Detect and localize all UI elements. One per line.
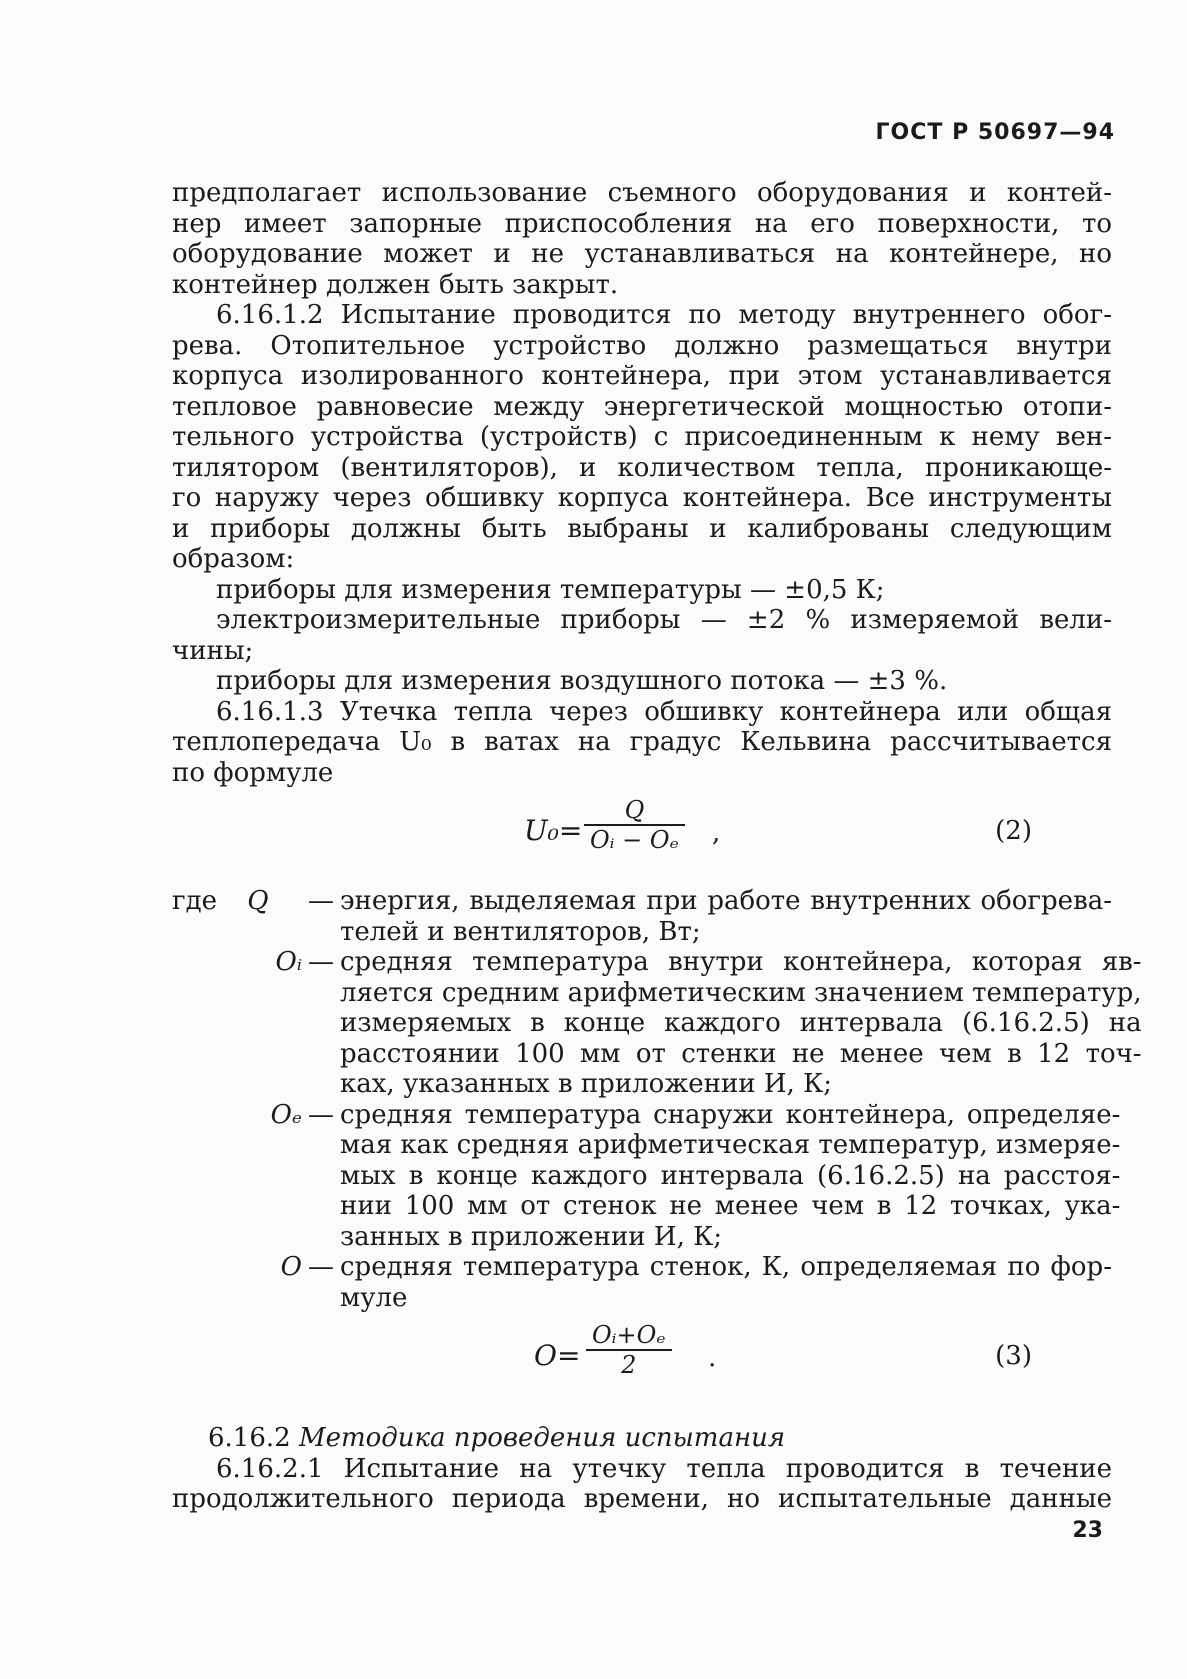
text-line: мая как средняя арифметическая температур, измеряе- bbox=[340, 1130, 1121, 1160]
definition-symbol: O bbox=[280, 1252, 302, 1282]
definition-oi bbox=[172, 947, 1142, 1100]
text-line: продолжительного периода времени, но испытательные данные bbox=[172, 1484, 1112, 1514]
list-item: электроизмерительные приборы — ±2 % измеряемой вели- bbox=[216, 605, 1112, 635]
fraction-numerator: Oᵢ+Oₑ bbox=[592, 1321, 666, 1349]
definition-o bbox=[172, 1252, 1112, 1313]
text-line: средняя температура снаружи контейнера, определяе- bbox=[340, 1099, 1121, 1130]
text-line: нер имеет запорные приспособления на его поверхности, то bbox=[172, 208, 1112, 239]
formula-lhs: O= bbox=[534, 1339, 581, 1372]
text-line: тепловое равновесие между энергетической мощностью отопи- bbox=[172, 391, 1112, 422]
text-line: го наружу через обшивку корпуса контейнера. Все инструменты bbox=[172, 483, 1112, 513]
text-line: корпуса изолированного контейнера, при этом устанавливается bbox=[172, 361, 1112, 391]
text-line: тилятором (вентиляторов), и количеством тепла, проникающе- bbox=[172, 452, 1112, 483]
fraction-numerator: Q bbox=[624, 796, 645, 824]
list-item: приборы для измерения воздушного потока — ±3 %. bbox=[216, 666, 948, 696]
text-line: тельного устройства (устройств) с присоединенным к нему вен- bbox=[172, 422, 1112, 452]
formula-lhs: U₀= bbox=[524, 814, 583, 847]
definition-oe bbox=[172, 1099, 1121, 1253]
page-number: 23 bbox=[1072, 1518, 1103, 1543]
text-line: муле bbox=[340, 1282, 408, 1313]
paragraph-6-16-2-1 bbox=[172, 1454, 1112, 1515]
symbol-definitions bbox=[172, 886, 1142, 1313]
fraction-denominator: 2 bbox=[621, 1351, 637, 1379]
definition-symbol: Oᵢ bbox=[275, 947, 302, 977]
list-item: приборы для измерения температуры — ±0,5 К; bbox=[216, 574, 885, 605]
accuracy-list bbox=[172, 575, 1112, 697]
text-line: контейнер должен быть закрыт. bbox=[172, 269, 619, 300]
document-body bbox=[172, 178, 1142, 1515]
formula-punctuation: . bbox=[708, 1343, 717, 1373]
fraction-denominator: Oᵢ − Oₑ bbox=[590, 826, 679, 854]
paragraph-6-16-1-2 bbox=[172, 300, 1112, 575]
text-line: средняя температура стенок, К, определяемая по фор- bbox=[340, 1252, 1112, 1282]
definition-dash: — bbox=[308, 886, 334, 916]
text-line: телей и вентиляторов, Вт; bbox=[340, 916, 701, 947]
text-line: мых в конце каждого интервала (6.16.2.5) на расстоя- bbox=[340, 1160, 1121, 1191]
where-label: где bbox=[172, 886, 218, 916]
text-line: 6.16.2.1 Испытание на утечку тепла проводится в течение bbox=[216, 1453, 1112, 1484]
text-line: 6.16.1.3 Утечка тепла через обшивку контейнера или общая bbox=[216, 696, 1112, 727]
text-line: средняя температура внутри контейнера, которая яв- bbox=[340, 947, 1142, 977]
formula-number: (2) bbox=[995, 816, 1032, 846]
definition-dash: — bbox=[308, 947, 334, 977]
text-line: расстоянии 100 мм от стенки не менее чем в 12 точ- bbox=[340, 1038, 1142, 1069]
text-line: предполагает использование съемного оборудования и контей- bbox=[172, 178, 1112, 208]
formula-number: (3) bbox=[995, 1341, 1032, 1371]
definition-symbol: Q bbox=[247, 886, 269, 916]
text-line: теплопередача U₀ в ватах на градус Кельвина рассчитывается bbox=[172, 727, 1112, 757]
section-heading bbox=[172, 1423, 1112, 1454]
document-header: ГОСТ Р 50697—94 bbox=[875, 120, 1115, 145]
text-line: нии 100 мм от стенок не менее чем в 12 точках, ука- bbox=[340, 1191, 1121, 1221]
formula-3 bbox=[172, 1321, 1112, 1401]
text-line: оборудование может и не устанавливаться на контейнере, но bbox=[172, 239, 1112, 269]
text-line: образом: bbox=[172, 544, 295, 574]
definition-symbol: Oₑ bbox=[270, 1099, 302, 1130]
paragraph-6-16-1-3 bbox=[172, 697, 1112, 789]
text-line: занных в приложении И, К; bbox=[340, 1221, 722, 1252]
definition-dash: — bbox=[308, 1252, 334, 1282]
list-item-continuation: чины; bbox=[172, 635, 254, 666]
section-number: 6.16.2 bbox=[208, 1423, 291, 1453]
text-line: измеряемых в конце каждого интервала (6.16.2.5) на bbox=[340, 1008, 1142, 1038]
definition-q bbox=[172, 886, 1112, 947]
text-line: рева. Отопительное устройство должно размещаться внутри bbox=[172, 330, 1112, 361]
text-line: и приборы должны быть выбраны и калиброваны следующим bbox=[172, 513, 1112, 544]
formula-2 bbox=[172, 796, 1112, 876]
formula-fraction bbox=[586, 1321, 672, 1379]
text-line: ляется средним арифметическим значением температур, bbox=[340, 977, 1142, 1008]
formula-punctuation: , bbox=[712, 818, 721, 848]
intro-paragraph bbox=[172, 178, 1112, 300]
text-line: 6.16.1.2 Испытание проводится по методу внутреннего обог- bbox=[216, 300, 1112, 330]
text-line: по формуле bbox=[172, 757, 334, 788]
section-title: Методика проведения испытания bbox=[298, 1423, 786, 1453]
formula-fraction bbox=[584, 796, 685, 854]
text-line: ках, указанных в приложении И, К; bbox=[340, 1069, 832, 1099]
definition-dash: — bbox=[308, 1099, 334, 1130]
text-line: энергия, выделяемая при работе внутренних обогрева- bbox=[340, 886, 1112, 916]
